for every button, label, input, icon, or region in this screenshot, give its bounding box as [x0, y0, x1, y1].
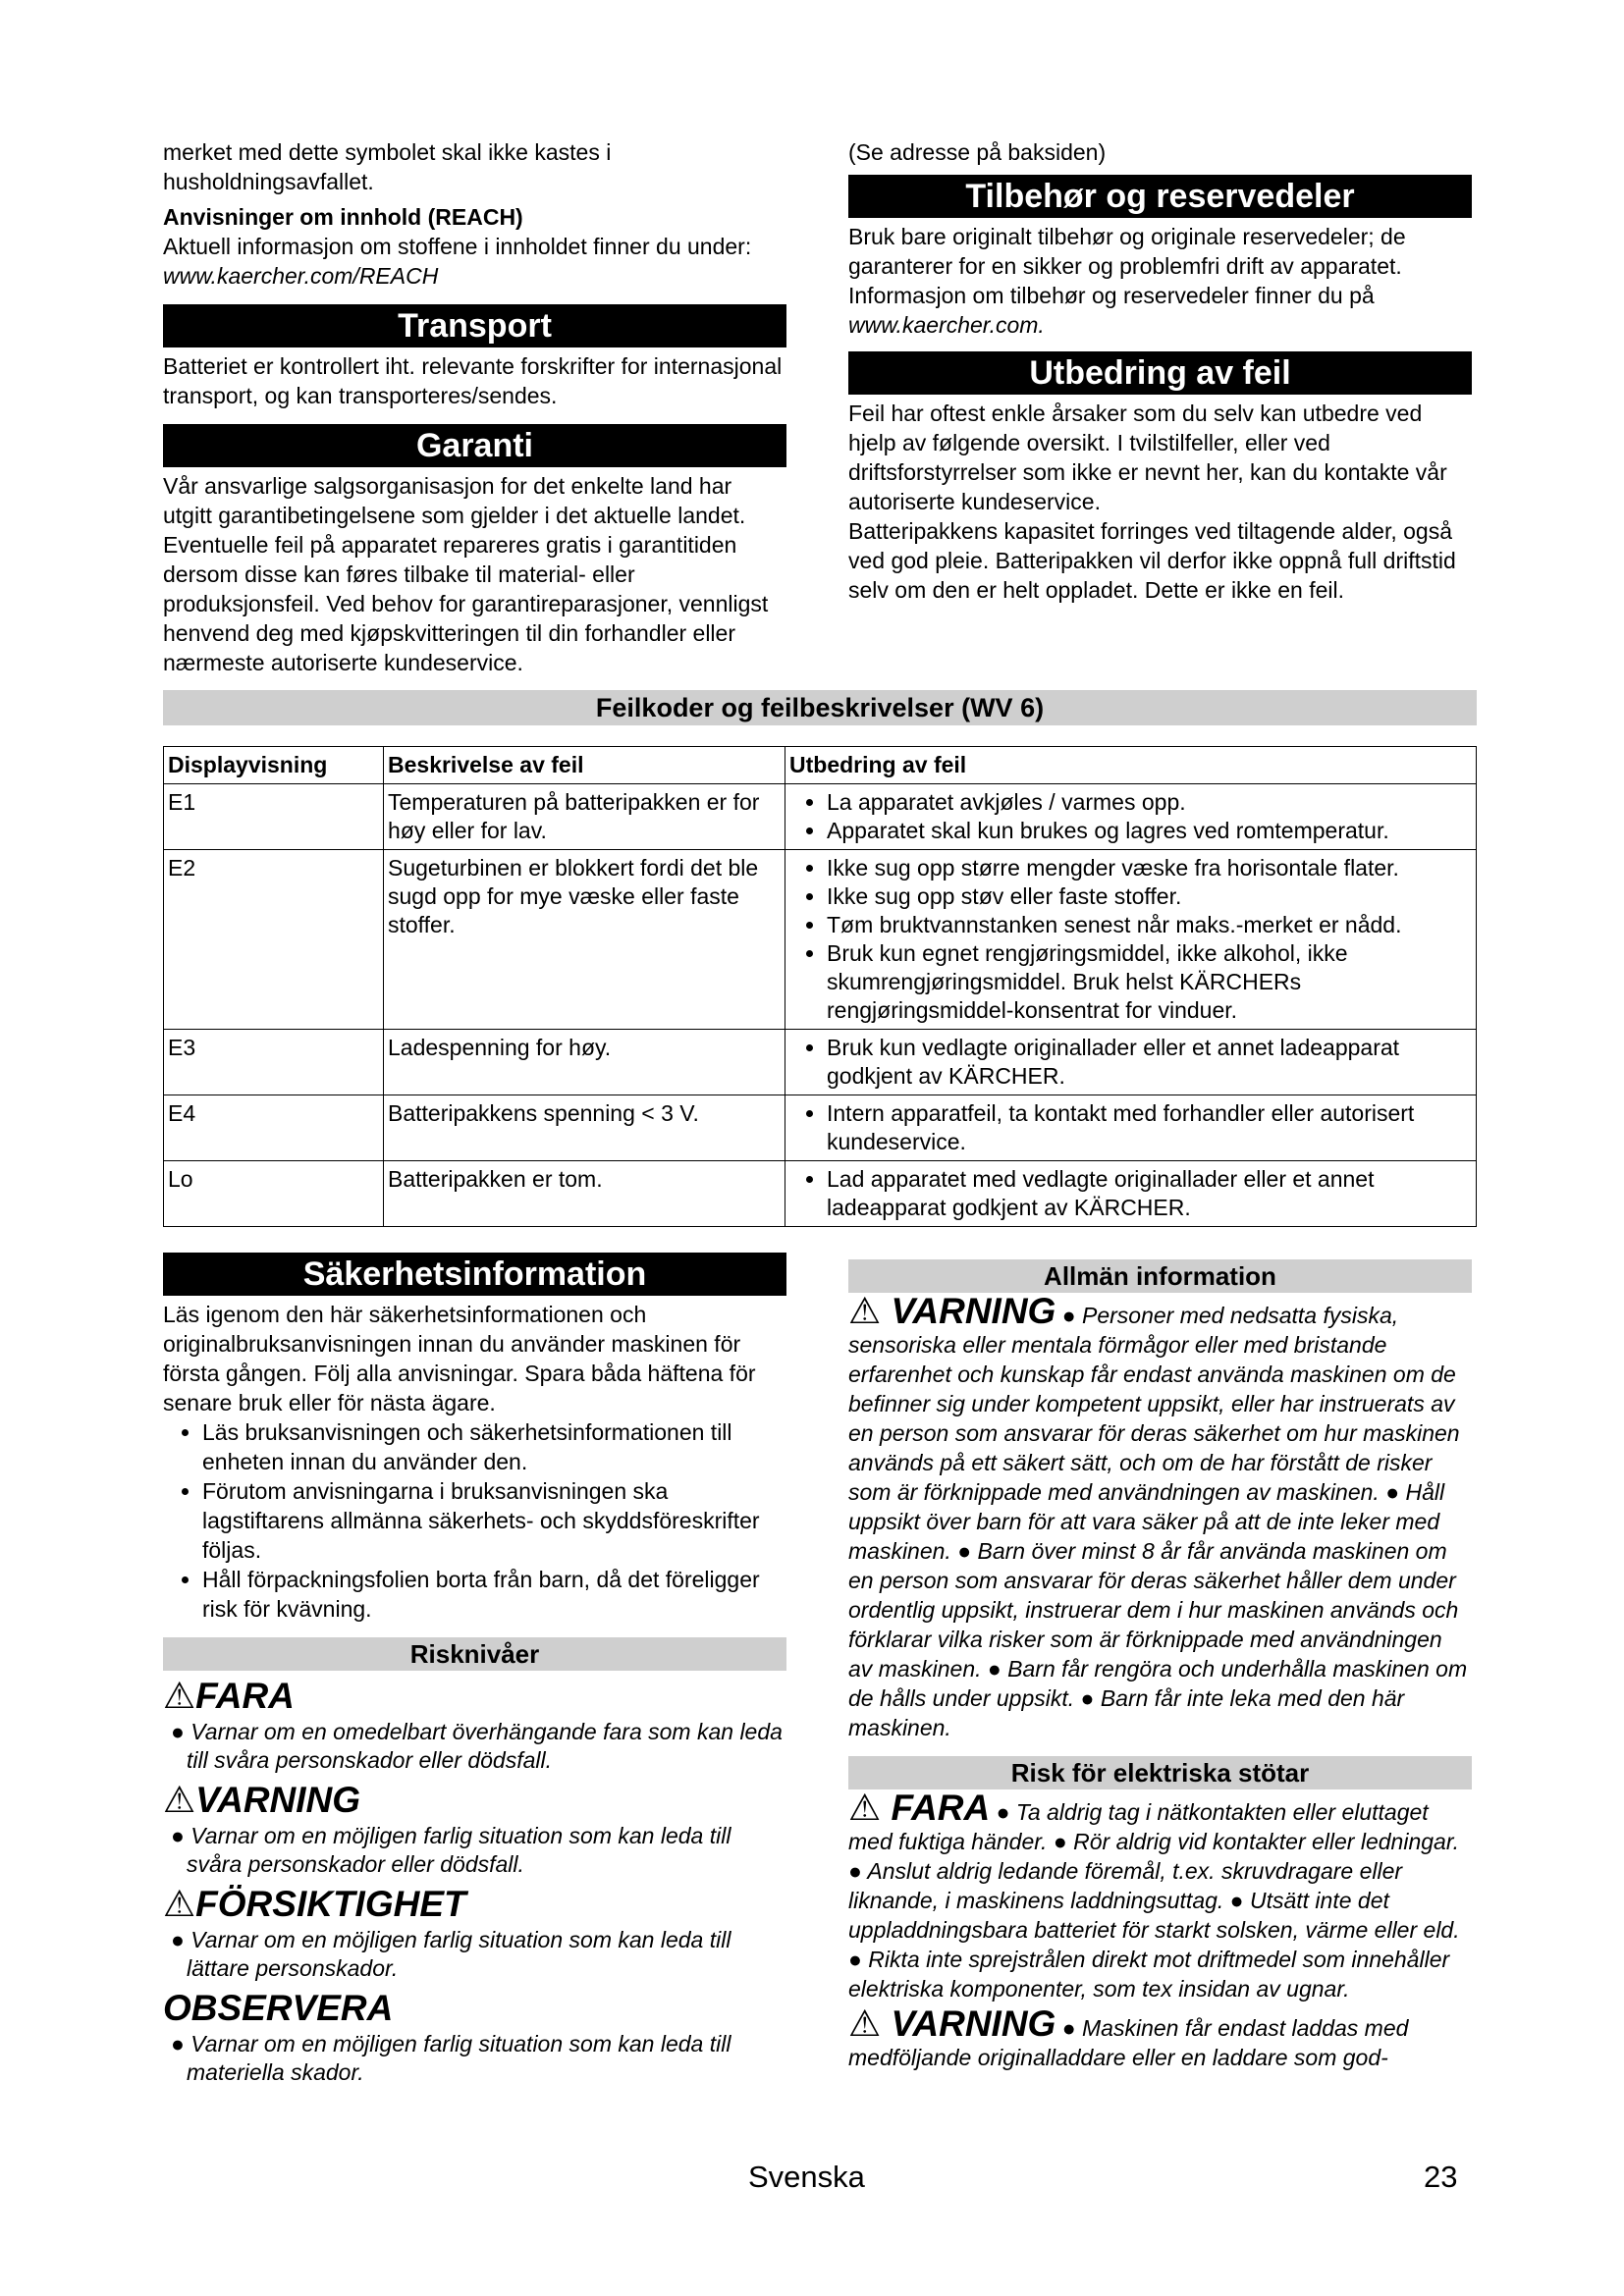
- level-fara: [163, 1675, 786, 1718]
- allman-body: Personer med nedsatta fysiska, sensoriska eller mentala förmågor eller med bristande erfarenhet och kunskap får endast använda maskinen om de befinner sig under kompetent uppsikt, eller har instruerats av en person som ansvarar för deras säkerhet om hur maskinen används på ett säkert sätt, och om de har förstått de risker som är förknippade med användningen av maskinen. ● Håll uppsikt över barn för att vara säker på att de inte leker med maskinen. ● Barn över minst 8 år får använda maskinen om en person som ansvarar för deras säkerhet håller dem under ordentlig uppsikt, instruerar dem i hur maskinen används och förklarar vilka risker som är förknippade med användningen av maskinen. ● Barn får rengöra och underhålla maskinen om de hålls under uppsikt. ● Barn får inte leka med den här maskinen.: [848, 1303, 1468, 1740]
- varning2-body: Maskinen får endast laddas med medföljande originalladdare eller en laddare som god-: [848, 2015, 1409, 2070]
- level-desc: Varnar om en möjligen farlig situation som kan leda till lättare personskador.: [187, 1927, 731, 1981]
- allman-warning: [848, 1291, 1056, 1331]
- tilbehor-url: www.kaercher.com.: [848, 312, 1045, 338]
- error-remedy: [785, 850, 1477, 1030]
- varning2-text: ⚠ VARNING ● Maskinen får endast laddas med medföljande originalladdare eller en laddare som god-: [848, 2003, 1409, 2070]
- error-table: [163, 746, 1477, 1227]
- warning-triangle-icon: ⚠: [848, 1291, 882, 1331]
- remedy-item: • Tøm bruktvannstanken senest når maks.-merket er nådd.: [827, 911, 1472, 939]
- reach-heading: Anvisninger om innhold (REACH): [163, 204, 523, 230]
- remedy-item: • Ikke sug opp større mengder væske fra horisontale flater.: [827, 854, 1472, 882]
- warning-triangle-icon: ⚠: [848, 2003, 882, 2044]
- sakerhet-intro: Läs igenom den här säkerhetsinformationen och originalbruksanvisningen innan du använder maskinen för första gången. Följ alla anvisningar. Spara båda häftena för senare bruk eller för nästa ägare.: [163, 1302, 756, 1415]
- page-number: 23: [1424, 2160, 1458, 2194]
- header-display: Displayvisning: [164, 747, 384, 784]
- level-desc: Varnar om en möjligen farlig situation som kan leda till svåra personskador eller dödsfall.: [187, 1823, 731, 1877]
- transport-text: Batteriet er kontrollert iht. relevante forskrifter for internasjonal transport, og kan transporteres/sendes.: [163, 353, 783, 408]
- allman-heading: Allmän information: [848, 1259, 1472, 1293]
- header-remedy: Utbedring av feil: [785, 747, 1477, 784]
- error-code: E4: [164, 1095, 384, 1161]
- error-code: E1: [164, 784, 384, 850]
- level-desc: Varnar om en möjligen farlig situation som kan leda till materiella skador.: [187, 2031, 731, 2085]
- level-text: ● Varnar om en omedelbart överhängande fara som kan leda till svåra personskador eller dödsfall.: [171, 1719, 783, 1773]
- error-remedy: [785, 1030, 1477, 1095]
- fara-warning: [848, 1788, 990, 1828]
- reach-text: [163, 232, 786, 291]
- table-row: [164, 784, 1477, 850]
- elrisk-text: ⚠ FARA ● Ta aldrig tag i nätkontakten eller eluttaget med fuktiga händer. ● Rör aldrig vid kontakter eller ledningar. ● Anslut aldrig ledande föremål, t.ex. skruvdragare eller liknande, i maskinens laddningsuttag. ● Utsätt inte det uppladdningsbara batteriet för starkt solsken, värme eller eld. ● Rikta inte sprejstrålen direkt mot driftmedel som innehåller elektriska komponenter, som tex insidan av ugnar.: [848, 1788, 1460, 2002]
- sakerhet-heading: Säkerhetsinformation: [163, 1253, 786, 1296]
- error-remedy: [785, 1095, 1477, 1161]
- garanti-heading: Garanti: [163, 424, 786, 467]
- reach-body: Aktuell informasjon om stoffene i innholdet finner du under:: [163, 234, 752, 259]
- footer-language: Svenska: [748, 2160, 865, 2194]
- list-item: • Håll förpackningsfolien borta från barn, då det föreligger risk för kvävning.: [202, 1565, 786, 1624]
- allman-text: ⚠ VARNING ● Personer med nedsatta fysiska, sensoriska eller mentala förmågor eller med bristande erfarenhet och kunskap får endast använda maskinen om de befinner sig under kompetent uppsikt, eller har instruerats av en person som ansvarar för deras säkerhet om hur maskinen används på ett säkert sätt, och om de har förstått de risker som är förknippade med användningen av maskinen. ● Håll uppsikt över barn för att vara säker på att de inte leker med maskinen. ● Barn över minst 8 år får använda maskinen om en person som ansvarar för deras säkerhet håller dem under ordentlig uppsikt, instruerar dem i hur maskinen används och förklarar vilka risker som är förknippade med användningen av maskinen. ● Barn får rengöra och underhålla maskinen om de hålls under uppsikt. ● Barn får inte leka med den här maskinen.: [848, 1291, 1468, 1740]
- level-varning: [163, 1779, 786, 1822]
- right-column: [848, 137, 1472, 605]
- level-label: FARA: [195, 1676, 295, 1716]
- remedy-item: • Bruk kun egnet rengjøringsmiddel, ikke alkohol, ikke skumrengjøringsmiddel. Bruk helst KÄRCHERs rengjøringsmiddel-konsentrat for vinduer.: [827, 939, 1472, 1025]
- level-text: ● Varnar om en möjligen farlig situation som kan leda till materiella skador.: [171, 2031, 731, 2085]
- tilbehor-body: Bruk bare originalt tilbehør og originale reservedeler; de garanterer for en sikker og problemfri drift av apparatet. Informasjon om tilbehør og reservedeler finner du på: [848, 224, 1406, 308]
- error-description: Batteripakkens spenning < 3 V.: [384, 1095, 785, 1161]
- error-description: Ladespenning for høy.: [384, 1030, 785, 1095]
- feil-text-2: Batteripakkens kapasitet forringes ved tiltagende alder, også ved god pleie. Batteripakken vil derfor ikke oppnå full driftstid selv om den er helt oppladet. Dette er ikke en feil.: [848, 518, 1456, 603]
- garanti-text: Vår ansvarlige salgsorganisasjon for det enkelte land har utgitt garantibetingelsene som gjelder i det aktuelle landet. Eventuelle feil på apparatet repareres gratis i garantitiden dersom disse kan føres tilbake til material- eller produksjonsfeil. Ved behov for garantireparasjoner, vennligst henvend deg med kjøpskvitteringen til din forhandler eller nærmeste autoriserte kundeservice.: [163, 473, 769, 675]
- warning-triangle-icon: ⚠: [163, 1780, 196, 1820]
- level-observera: [163, 1987, 786, 2030]
- warning-label: VARNING: [891, 1291, 1056, 1331]
- elrisk-heading: Risk för elektriska stötar: [848, 1756, 1472, 1789]
- error-description: Batteripakken er tom.: [384, 1161, 785, 1227]
- varning2-warning: [848, 2003, 1056, 2044]
- transport-heading: Transport: [163, 304, 786, 347]
- fara-body: Ta aldrig tag i nätkontakten eller eluttaget med fuktiga händer. ● Rör aldrig vid kontakter eller ledningar. ● Anslut aldrig ledande föremål, t.ex. skruvdragare eller liknande, i maskinens laddningsuttag. ● Utsätt inte det uppladdningsbara batteriet för starkt solsken, värme eller eld. ● Rikta inte sprejstrålen direkt mot driftmedel som innehåller elektriska komponenter, som tex insidan av ugnar.: [848, 1799, 1460, 2002]
- error-description: Sugeturbinen er blokkert fordi det ble sugd opp for mye væske eller faste stoffer.: [384, 850, 785, 1030]
- intro-text: merket med dette symbolet skal ikke kastes i husholdningsavfallet.: [163, 139, 612, 194]
- level-label: OBSERVERA: [163, 1988, 394, 2028]
- remedy-item: • Ikke sug opp støv eller faste stoffer.: [827, 882, 1472, 911]
- address-note: (Se adresse på baksiden): [848, 139, 1107, 165]
- error-table-title: Feilkoder og feilbeskrivelser (WV 6): [163, 690, 1477, 725]
- warning-triangle-icon: ⚠: [848, 1788, 882, 1828]
- left-column: [163, 137, 786, 677]
- sv-right-column: [848, 1259, 1472, 2072]
- list-item: • Förutom anvisningarna i bruksanvisningen ska lagstiftarens allmänna säkerhets- och skyddsföreskrifter följas.: [202, 1476, 786, 1565]
- error-description: Temperaturen på batteripakken er for høy eller for lav.: [384, 784, 785, 850]
- sakerhet-bullets: [163, 1417, 786, 1624]
- feil-text-1: Feil har oftest enkle årsaker som du selv kan utbedre ved hjelp av følgende oversikt. I tvilstilfeller, eller ved driftsforstyrrelser som ikke er nevnt her, kan du kontakte vår autoriserte kundeservice.: [848, 400, 1447, 514]
- level-desc: Varnar om en omedelbart överhängande fara som kan leda till svåra personskador eller dödsfall.: [187, 1719, 783, 1773]
- error-code: E2: [164, 850, 384, 1030]
- level-label: FÖRSIKTIGHET: [195, 1884, 466, 1924]
- error-remedy: [785, 784, 1477, 850]
- level-label: VARNING: [195, 1780, 361, 1820]
- remedy-item: • Lad apparatet med vedlagte originallader eller et annet ladeapparat godkjent av KÄRCHER.: [827, 1165, 1472, 1222]
- remedy-item: • La apparatet avkjøles / varmes opp.: [827, 788, 1472, 817]
- level-forsiktighet: [163, 1883, 786, 1926]
- reach-url: www.kaercher.com/REACH: [163, 263, 439, 289]
- error-code: Lo: [164, 1161, 384, 1227]
- warning-label: FARA: [891, 1788, 991, 1828]
- warning-triangle-icon: ⚠: [163, 1884, 196, 1924]
- tilbehor-text: [848, 222, 1472, 340]
- table-row: [164, 1030, 1477, 1095]
- table-row: [164, 1095, 1477, 1161]
- remedy-item: • Bruk kun vedlagte originallader eller et annet ladeapparat godkjent av KÄRCHER.: [827, 1034, 1472, 1091]
- remedy-item: • Intern apparatfeil, ta kontakt med forhandler eller autorisert kundeservice.: [827, 1099, 1472, 1156]
- error-remedy: [785, 1161, 1477, 1227]
- feil-heading: Utbedring av feil: [848, 351, 1472, 395]
- remedy-item: • Apparatet skal kun brukes og lagres ved romtemperatur.: [827, 817, 1472, 845]
- list-item: • Läs bruksanvisningen och säkerhetsinformationen till enheten innan du använder den.: [202, 1417, 786, 1476]
- table-header-row: [164, 747, 1477, 784]
- sv-left-column: [163, 1253, 786, 2087]
- warning-triangle-icon: ⚠: [163, 1676, 196, 1716]
- table-row: [164, 1161, 1477, 1227]
- level-text: ● Varnar om en möjligen farlig situation som kan leda till lättare personskador.: [171, 1927, 731, 1981]
- table-row: [164, 850, 1477, 1030]
- tilbehor-heading: Tilbehør og reservedeler: [848, 175, 1472, 218]
- risk-heading: Risknivåer: [163, 1637, 786, 1671]
- header-description: Beskrivelse av feil: [384, 747, 785, 784]
- level-text: ● Varnar om en möjligen farlig situation som kan leda till svåra personskador eller dödsfall.: [171, 1823, 731, 1877]
- error-code: E3: [164, 1030, 384, 1095]
- warning-label: VARNING: [891, 2003, 1056, 2044]
